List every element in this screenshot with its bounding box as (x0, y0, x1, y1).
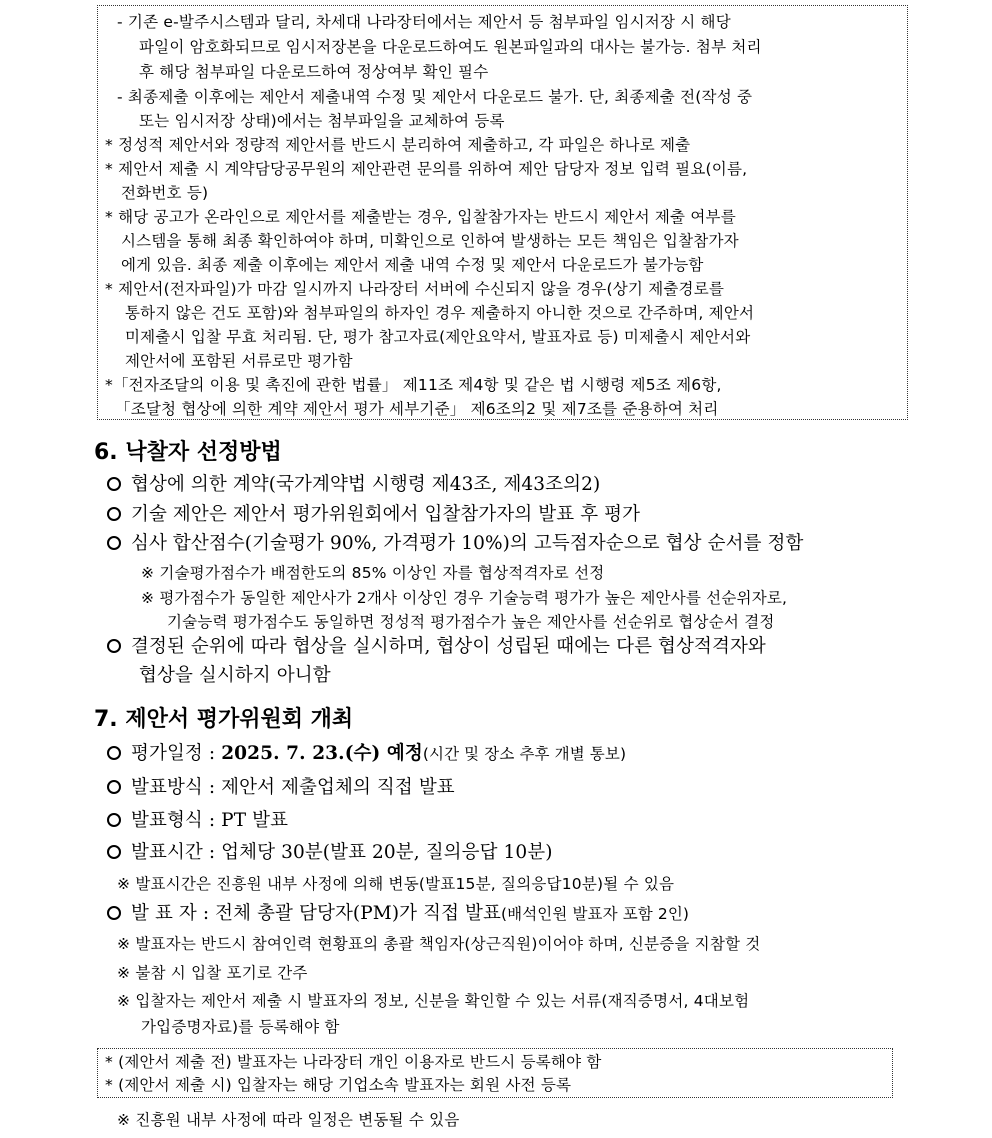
section-7-note-4: 가입증명자료)를 등록해야 함 (141, 1018, 340, 1036)
section-6-note-3: 기술능력 평가점수도 동일하면 정성적 평가점수가 높은 제안사를 선순위로 협상순서 결정 (167, 613, 775, 631)
bullet-circle-icon (107, 845, 121, 859)
box-top-line-4: - 최종제출 이후에는 제안서 제출내역 수정 및 제안서 다운로드 불가. 단, 최종제출 전(작성 중 (117, 88, 753, 106)
box-top-line-1: - 기존 e-발주시스템과 달리, 차세대 나라장터에서는 제안서 등 첨부파일 임시저장 시 해당 (117, 13, 731, 31)
box-top-line-5: 또는 임시저장 상태)에서는 첨부파일을 교체하여 등록 (139, 112, 505, 130)
section-7-note-3: ※ 입찰자는 제안서 제출 시 발표자의 정보, 신분을 확인할 수 있는 서류(재직증명서, 4대보험 (117, 992, 750, 1010)
bullet-circle-icon (107, 746, 121, 760)
section-7-note-2: ※ 불참 시 입찰 포기로 간주 (117, 964, 308, 982)
section-6-note-1: ※ 기술평가점수가 배점한도의 85% 이상인 자를 협상적격자로 선정 (141, 564, 605, 582)
bullet-circle-icon (107, 536, 121, 550)
box-top-line-8: 전화번호 등) (121, 184, 209, 202)
bullet-circle-icon (107, 477, 121, 491)
box-top-line-11: 에게 있음. 최종 제출 이후에는 제안서 제출 내역 수정 및 제안서 다운로드가 불가능함 (121, 256, 704, 274)
box-bottom-line-1: * (제안서 제출 전) 발표자는 나라장터 개인 이용자로 반드시 등록해야 함 (105, 1053, 602, 1071)
footer-note: ※ 진흥원 내부 사정에 따라 일정은 변동될 수 있음 (117, 1111, 460, 1129)
box-top-line-3: 후 해당 첨부파일 다운로드하여 정상여부 확인 필수 (139, 63, 489, 81)
bullet-circle-icon (107, 639, 121, 653)
section-6-item-4: 결정된 순위에 따라 협상을 실시하며, 협상이 성립된 때에는 다른 협상적격자와 (107, 634, 766, 660)
box-top-line-14: 미제출시 입찰 무효 처리됨. 단, 평가 참고자료(제안요약서, 발표자료 등) 미제출시 제안서와 (125, 328, 751, 346)
section-6-item-4-cont: 협상을 실시하지 아니함 (139, 665, 331, 686)
section-6-item-3: 심사 합산점수(기술평가 90%, 가격평가 10%)의 고득점자순으로 협상 순서를 정함 (107, 531, 803, 557)
box-top-line-15: 제안서에 포함된 서류로만 평가함 (125, 352, 353, 370)
bullet-circle-icon (107, 906, 121, 920)
section-6-title: 6. 낙찰자 선정방법 (94, 440, 282, 465)
section-7-title: 7. 제안서 평가위원회 개최 (94, 707, 354, 732)
bullet-circle-icon (107, 813, 121, 827)
box-top-line-12: * 제안서(전자파일)가 마감 일시까지 나라장터 서버에 수신되지 않을 경우(상기 제출경로를 (105, 280, 725, 298)
section-6-note-2: ※ 평가점수가 동일한 제안사가 2개사 이상인 경우 기술능력 평가가 높은 제안사를 선순위자로, (141, 589, 788, 607)
box-top-line-10: 시스템을 통해 최종 확인하여야 하며, 미확인으로 인하여 발생하는 모든 책임은 입찰참가자 (121, 232, 739, 250)
box-bottom-line-2: * (제안서 제출 시) 입찰자는 해당 기업소속 발표자는 회원 사전 등록 (105, 1076, 572, 1094)
box-top-line-7: * 제안서 제출 시 계약담당공무원의 제안관련 문의를 위하여 제안 담당자 정보 입력 필요(이름, (105, 160, 748, 178)
section-7-note-1: ※ 발표자는 반드시 참여인력 현황표의 총괄 책임자(상근직원)이어야 하며, 신분증을 지참할 것 (117, 935, 761, 953)
box-top-line-16: *「전자조달의 이용 및 촉진에 관한 법률」 제11조 제4항 및 같은 법 시행령 제5조 제6항, (105, 376, 722, 394)
box-top-line-2: 파일이 암호화되므로 임시저장본을 다운로드하여도 원본파일과의 대사는 불가능. 첨부 처리 (139, 38, 762, 56)
section-7-time: 발표시간 : 업체당 30분(발표 20분, 질의응답 10분) (107, 840, 553, 866)
section-7-schedule: 평가일정 : 2025. 7. 23.(수) 예정(시간 및 장소 추후 개별 통보) (107, 741, 626, 767)
section-7-method: 발표방식 : 제안서 제출업체의 직접 발표 (107, 775, 455, 801)
section-6-item-1: 협상에 의한 계약(국가계약법 시행령 제43조, 제43조의2) (107, 472, 600, 498)
box-top-line-6: * 정성적 제안서와 정량적 제안서를 반드시 분리하여 제출하고, 각 파일은 하나로 제출 (105, 136, 691, 154)
section-7-presenter: 발 표 자 : 전체 총괄 담당자(PM)가 직접 발표(배석인원 발표자 포함 2인) (107, 901, 689, 927)
box-top-line-9: * 해당 공고가 온라인으로 제안서를 제출받는 경우, 입찰참가자는 반드시 제안서 제출 여부를 (105, 208, 736, 226)
bullet-circle-icon (107, 780, 121, 794)
section-7-format: 발표형식 : PT 발표 (107, 808, 288, 834)
section-7-time-note: ※ 발표시간은 진흥원 내부 사정에 의해 변동(발표15분, 질의응답10분)될 수 있음 (117, 875, 675, 893)
box-top-line-13: 통하지 않은 건도 포함)와 첨부파일의 하자인 경우 제출하지 아니한 것으로 간주하며, 제안서 (125, 304, 755, 322)
bullet-circle-icon (107, 507, 121, 521)
box-top-line-17: 「조달청 협상에 의한 계약 제안서 평가 세부기준」 제6조의2 및 제7조를 준용하여 처리 (115, 400, 719, 418)
section-6-item-2: 기술 제안은 제안서 평가위원회에서 입찰참가자의 발표 후 평가 (107, 502, 640, 528)
